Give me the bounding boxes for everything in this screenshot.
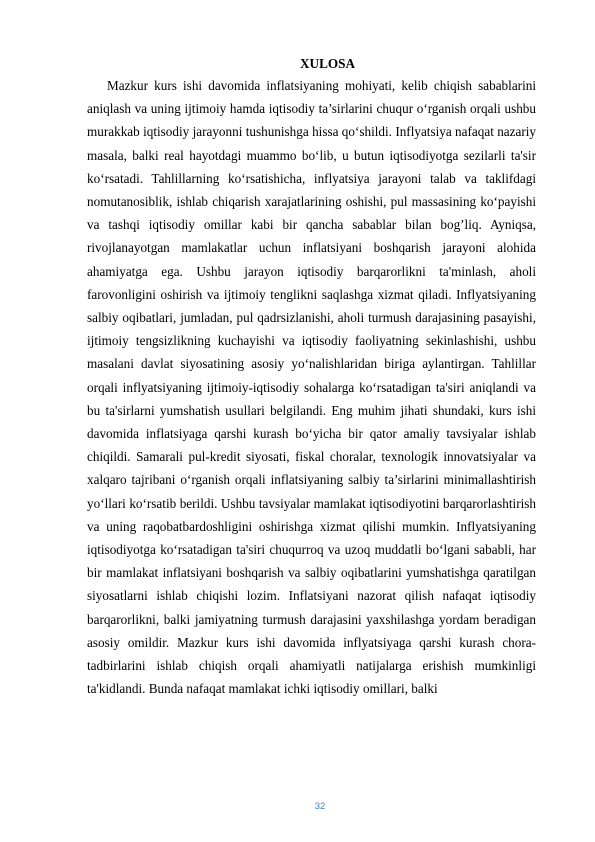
page-number: 32 (314, 801, 326, 812)
body-paragraph: Mazkur kurs ishi davomida inflatsiyaning mohiyati, kelib chiqish sabablarini aniqlash va uning ijtimoiy hamda iqtisodiy ta’sirlarini chuqur o‘rganish orqali ushbu murakkab iqtisodiy jarayonni tushunishga hissa qo‘shildi. Inflyatsiya nafaqat nazariy masala, balki real hayotdagi muammo bo‘lib, u butun iqtisodiyotga sezilarli ta'sir ko‘rsatadi. Tahlillarning ko‘rsatishicha, inflyatsiya jarayoni talab va taklifdagi nomutanosiblik, ishlab chiqarish xarajatlarining oshishi, pul massasining ko‘payishi va tashqi iqtisodiy omillar kabi bir qancha sabablar bilan bog’liq. Ayniqsa, rivojlanayotgan mamlakatlar uchun inflatsiyani boshqarish jarayoni alohida ahamiyatga ega. Ushbu jarayon iqtisodiy barqarorlikni ta'minlash, aholi farovonligini oshirish va ijtimoiy tenglikni saqlashga xizmat qiladi. Inflyatsiyaning salbiy oqibatlari, jumladan, pul qadrsizlanishi, aholi turmush darajasining pasayishi, ijtimoiy tengsizlikning kuchayishi va iqtisodiy faoliyatning sekinlashishi, ushbu masalani davlat siyosatining asosiy yo‘nalishlaridan biriga aylantirgan. Tahlillar orqali inflyatsiyaning ijtimoiy-iqtisodiy sohalarga ko‘rsatadigan ta'siri aniqlandi va bu ta'sirlarni yumshatish usullari belgilandi. Eng muhim jihati shundaki, kurs ishi davomida inflatsiyaga qarshi kurash bo‘yicha bir qator amaliy tavsiyalar ishlab chiqildi. Samarali pul-kredit siyosati, fiskal choralar, texnologik innovatsiyalar va xalqaro tajribani o‘rganish orqali inflatsiyaning salbiy ta’sirlarini minimallashtirish yo‘llari ko‘rsatib berildi. Ushbu tavsiyalar mamlakat iqtisodiyotini barqarorlashtirish va uning raqobatbardoshligini oshirishga xizmat qilishi mumkin. Inflyatsiyaning iqtisodiyotga ko‘rsatadigan ta'siri chuqurroq va uzoq muddatli bo‘lgani sababli, har bir mamlakat inflatsiyani boshqarish va salbiy oqibatlarini yumshatishga qaratilgan siyosatlarni ishlab chiqishi lozim. Inflatsiyani nazorat qilish nafaqat iqtisodiy barqarorlikni, balki jamiyatning turmush darajasini yaxshilashga yordam beradigan asosiy omildir. Mazkur kurs ishi davomida inflyatsiyaga qarshi kurash chora-tadbirlarini ishlab chiqish orqali ahamiyatli natijalarga erishish mumkinligi ta'kidlandi. Bunda nafaqat mamlakat ichki iqtisodiy omillari, balki (87, 78, 536, 697)
section-heading: XULOSA (300, 56, 355, 71)
